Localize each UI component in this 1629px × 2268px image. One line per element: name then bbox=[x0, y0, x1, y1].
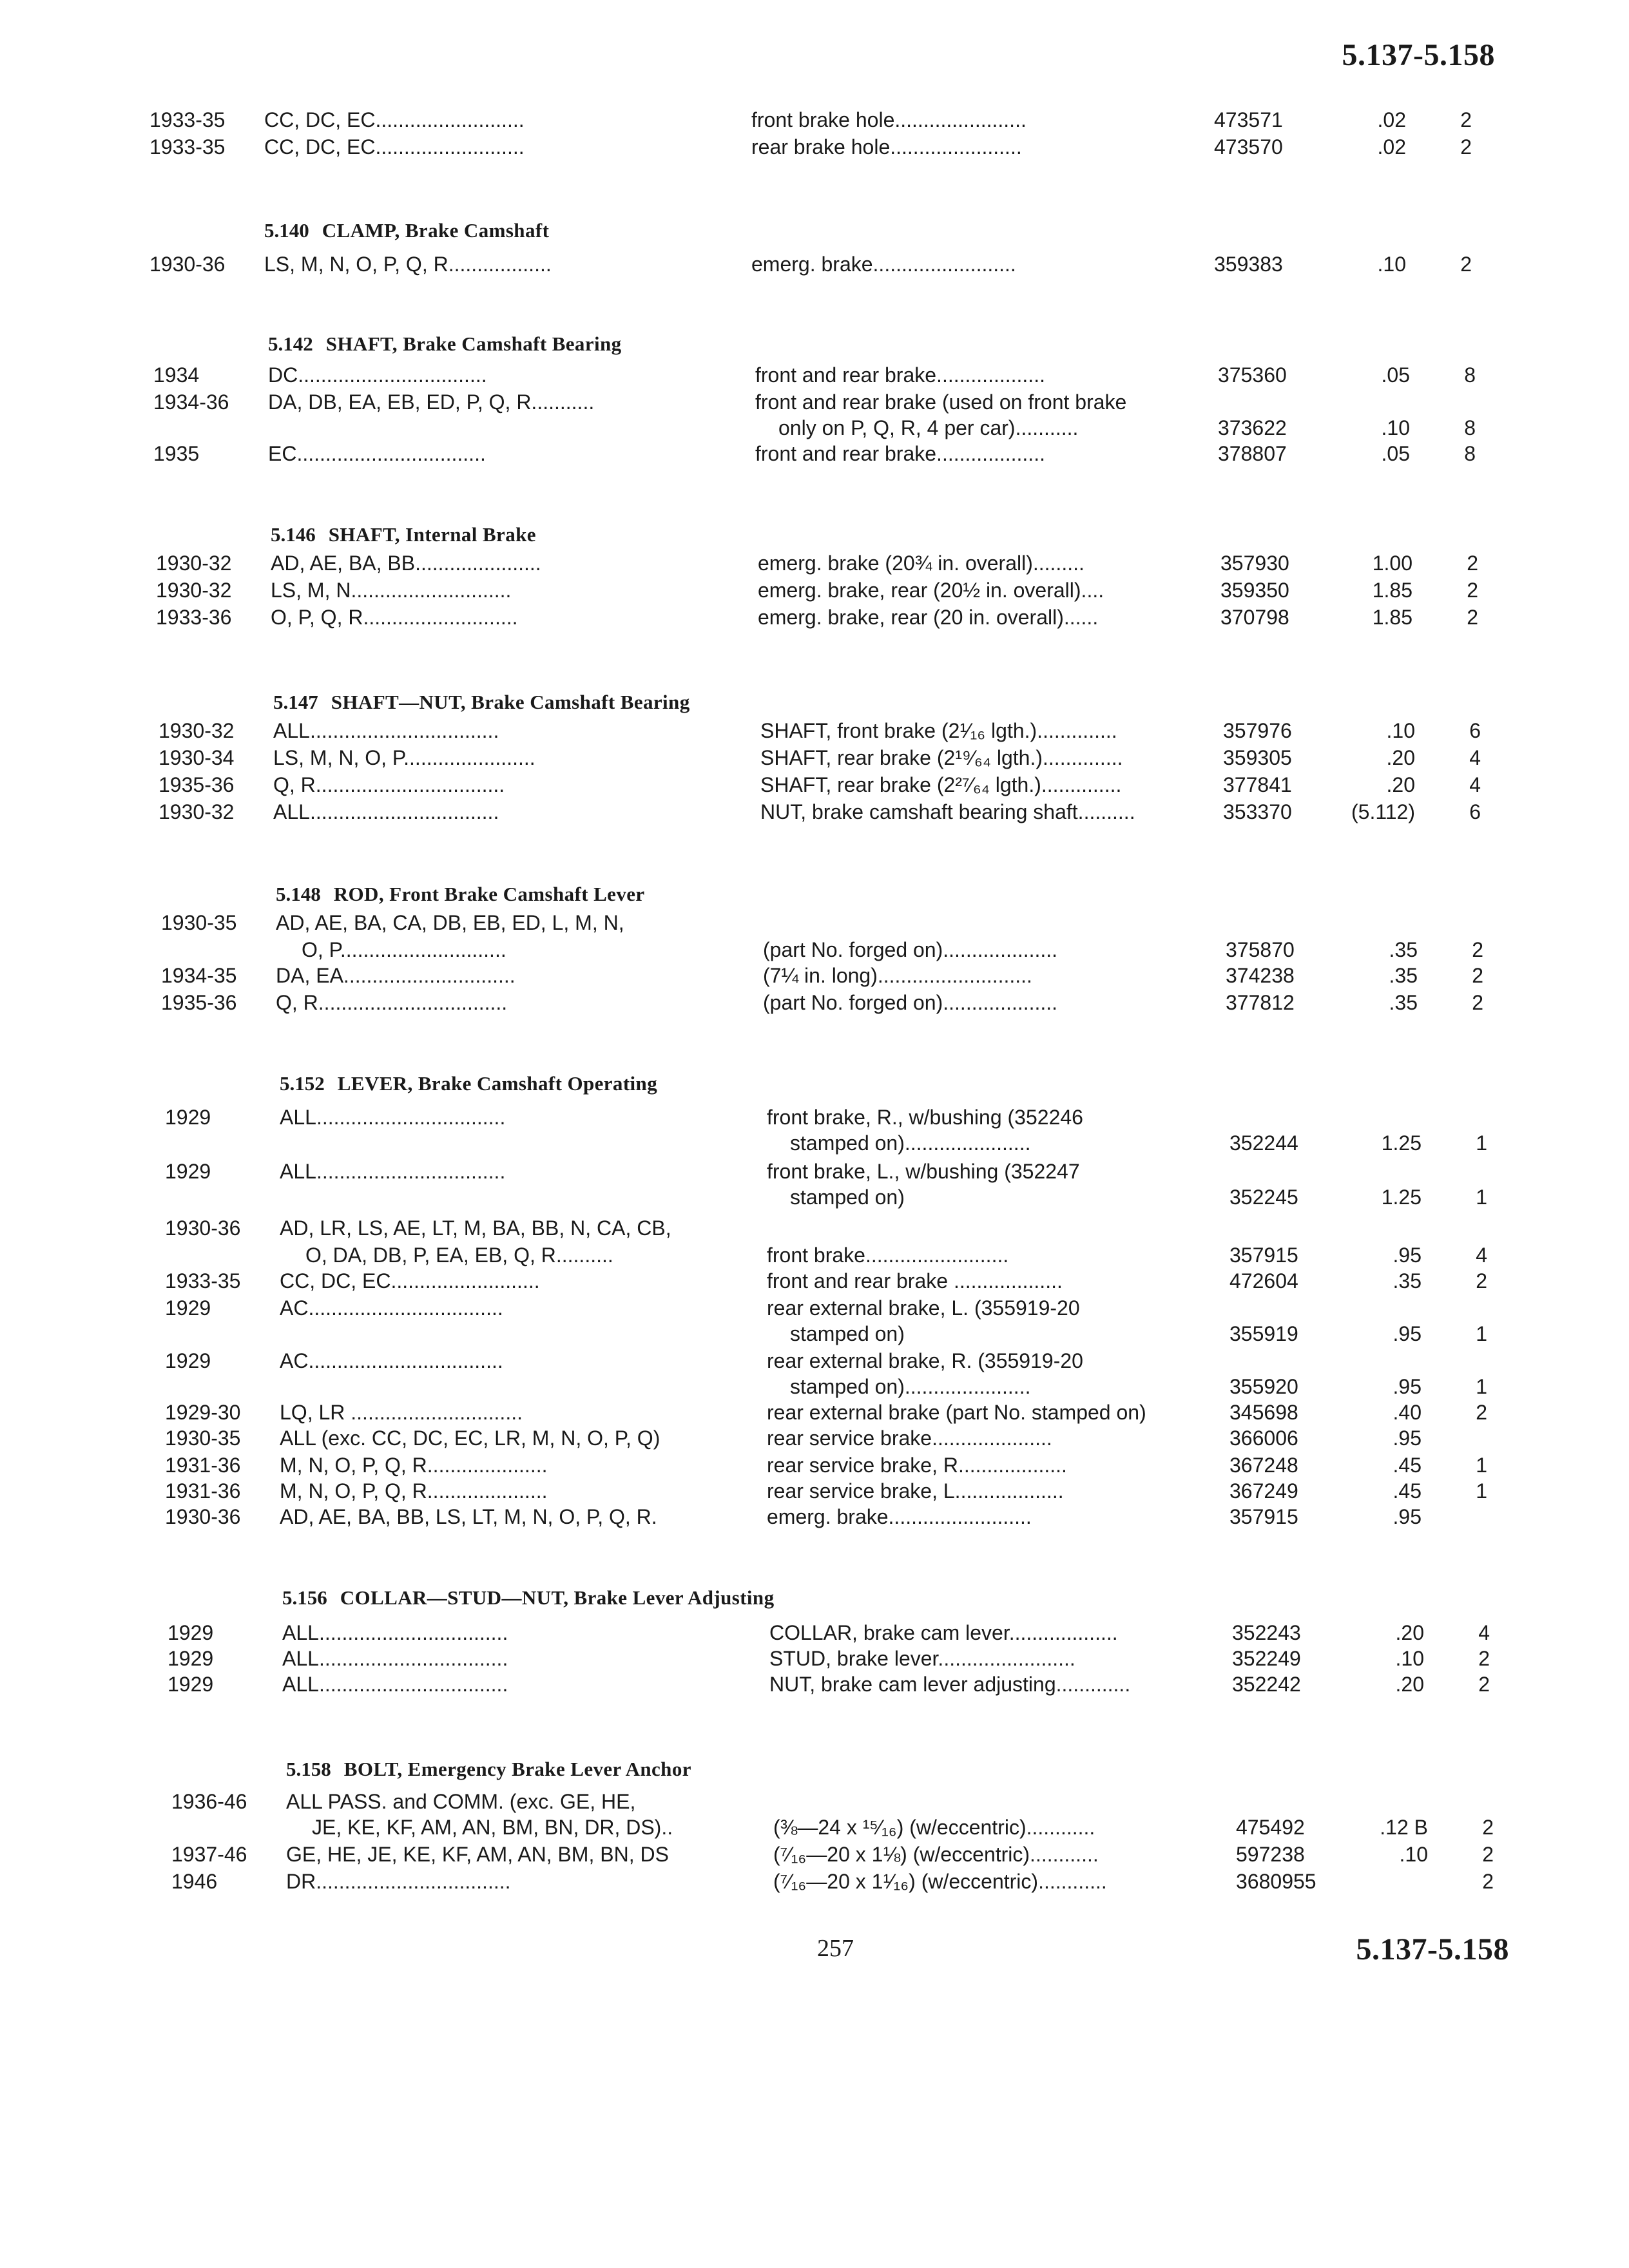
year-range: 1933-35 bbox=[165, 1269, 241, 1293]
parts-row bbox=[0, 550, 1629, 576]
price: .95 bbox=[1393, 1375, 1422, 1398]
parts-row bbox=[0, 441, 1629, 466]
part-description: front and rear brake................... bbox=[755, 442, 1045, 465]
parts-row bbox=[0, 1184, 1629, 1210]
section-number: 5.152 bbox=[280, 1072, 325, 1095]
year-range: 1929 bbox=[165, 1106, 211, 1129]
quantity: 1 bbox=[1476, 1375, 1487, 1398]
part-description: stamped on)...................... bbox=[790, 1375, 1031, 1398]
year-range: 1929 bbox=[168, 1621, 214, 1644]
parts-row bbox=[0, 1104, 1629, 1130]
year-range: 1929 bbox=[165, 1349, 211, 1372]
price: .35 bbox=[1389, 938, 1418, 961]
price: .45 bbox=[1393, 1454, 1422, 1477]
price: .10 bbox=[1377, 253, 1406, 276]
year-range: 1934-35 bbox=[161, 964, 237, 987]
year-range: 1933-35 bbox=[149, 135, 226, 159]
part-description: stamped on)...................... bbox=[790, 1131, 1031, 1155]
quantity: 4 bbox=[1469, 773, 1481, 796]
part-description: emerg. brake......................... bbox=[751, 253, 1016, 276]
parts-row bbox=[0, 415, 1629, 441]
section-number: 5.148 bbox=[276, 883, 321, 905]
model-list: ALL................................. bbox=[280, 1160, 506, 1183]
part-description: COLLAR, brake cam lever................... bbox=[769, 1621, 1118, 1644]
part-description: only on P, Q, R, 4 per car)........... bbox=[778, 416, 1079, 439]
section-title bbox=[271, 523, 536, 546]
part-description: emerg. brake, rear (20 in. overall)...... bbox=[758, 606, 1099, 629]
price: .20 bbox=[1395, 1621, 1424, 1644]
model-list: AD, AE, BA, CA, DB, EB, ED, L, M, N, bbox=[276, 911, 624, 934]
part-number: 370798 bbox=[1220, 606, 1289, 629]
model-list: ALL................................. bbox=[282, 1647, 508, 1670]
section-number: 5.158 bbox=[286, 1758, 331, 1780]
quantity: 8 bbox=[1464, 416, 1476, 439]
part-number: 355920 bbox=[1229, 1375, 1298, 1398]
quantity: 4 bbox=[1478, 1621, 1490, 1644]
part-description: front brake, L., w/bushing (352247 bbox=[767, 1160, 1080, 1183]
model-list: ALL................................. bbox=[282, 1621, 508, 1644]
model-list: CC, DC, EC.......................... bbox=[264, 108, 525, 131]
model-list: Q, R................................. bbox=[276, 991, 508, 1014]
part-number: 359383 bbox=[1214, 253, 1283, 276]
parts-row bbox=[0, 1374, 1629, 1399]
year-range: 1931-36 bbox=[165, 1454, 241, 1477]
part-number: 352245 bbox=[1229, 1186, 1298, 1209]
model-list: O, P, Q, R........................... bbox=[271, 606, 518, 629]
section-title bbox=[268, 332, 622, 356]
part-description: (⁷⁄₁₆—20 x 1¹⁄₁₆) (w/eccentric)............ bbox=[773, 1870, 1107, 1893]
section-name: LEVER, Brake Camshaft Operating bbox=[337, 1072, 658, 1095]
part-number: 352244 bbox=[1229, 1131, 1298, 1155]
parts-row bbox=[0, 1478, 1629, 1504]
part-description: front brake......................... bbox=[767, 1244, 1009, 1267]
price: 1.00 bbox=[1372, 552, 1412, 575]
part-number: 472604 bbox=[1229, 1269, 1298, 1293]
part-number: 375360 bbox=[1218, 363, 1287, 387]
section-title bbox=[280, 1072, 657, 1095]
year-range: 1929 bbox=[165, 1296, 211, 1320]
part-number: 357930 bbox=[1220, 552, 1289, 575]
model-list: AC.................................. bbox=[280, 1296, 503, 1320]
model-list: AD, LR, LS, AE, LT, M, BA, BB, N, CA, CB, bbox=[280, 1216, 671, 1240]
parts-row bbox=[0, 389, 1629, 415]
part-number: 475492 bbox=[1236, 1816, 1305, 1839]
section-number: 5.142 bbox=[268, 332, 313, 355]
price: (5.112) bbox=[1351, 800, 1415, 823]
price: .35 bbox=[1389, 964, 1418, 987]
footer-range: 5.137-5.158 bbox=[1356, 1932, 1509, 1966]
part-number: 597238 bbox=[1236, 1843, 1305, 1866]
quantity: 1 bbox=[1476, 1479, 1487, 1503]
parts-row bbox=[0, 1646, 1629, 1671]
part-description: emerg. brake, rear (20½ in. overall).... bbox=[758, 579, 1104, 602]
section-name: CLAMP, Brake Camshaft bbox=[322, 219, 550, 242]
year-range: 1933-35 bbox=[149, 108, 226, 131]
year-range: 1930-35 bbox=[161, 911, 237, 934]
section-number: 5.156 bbox=[282, 1586, 327, 1609]
price: 1.25 bbox=[1381, 1131, 1422, 1155]
quantity: 2 bbox=[1482, 1870, 1494, 1893]
part-number: 357915 bbox=[1229, 1505, 1298, 1528]
part-description: (⅜—24 x ¹⁵⁄₁₆) (w/eccentric)............ bbox=[773, 1816, 1095, 1839]
model-list: AC.................................. bbox=[280, 1349, 503, 1372]
part-description: stamped on) bbox=[790, 1186, 905, 1209]
parts-row bbox=[0, 1671, 1629, 1697]
model-list: CC, DC, EC.......................... bbox=[264, 135, 525, 159]
year-range: 1930-36 bbox=[165, 1505, 241, 1528]
price: .45 bbox=[1393, 1479, 1422, 1503]
part-number: 473571 bbox=[1214, 108, 1283, 131]
part-number: 375870 bbox=[1226, 938, 1295, 961]
quantity: 2 bbox=[1467, 606, 1478, 629]
part-number: 357976 bbox=[1223, 719, 1292, 742]
part-number: 378807 bbox=[1218, 442, 1287, 465]
price: .02 bbox=[1377, 135, 1406, 159]
section-title bbox=[276, 883, 645, 906]
year-range: 1930-32 bbox=[159, 800, 235, 823]
model-list: AD, AE, BA, BB, LS, LT, M, N, O, P, Q, R. bbox=[280, 1505, 657, 1528]
parts-row bbox=[0, 1321, 1629, 1347]
parts-row bbox=[0, 772, 1629, 798]
price: .35 bbox=[1393, 1269, 1422, 1293]
part-description: rear service brake, L................... bbox=[767, 1479, 1064, 1503]
part-number: 366006 bbox=[1229, 1427, 1298, 1450]
year-range: 1929 bbox=[168, 1647, 214, 1670]
part-description: rear service brake, R................... bbox=[767, 1454, 1067, 1477]
parts-row bbox=[0, 1620, 1629, 1646]
parts-row bbox=[0, 990, 1629, 1015]
quantity: 2 bbox=[1460, 135, 1472, 159]
part-number: 3680955 bbox=[1236, 1870, 1316, 1893]
year-range: 1930-32 bbox=[156, 552, 232, 575]
price: .95 bbox=[1393, 1322, 1422, 1345]
model-list: M, N, O, P, Q, R..................... bbox=[280, 1454, 548, 1477]
part-description: SHAFT, rear brake (2²⁷⁄₆₄ lgth.).............. bbox=[760, 773, 1122, 796]
year-range: 1933-36 bbox=[156, 606, 232, 629]
price: .35 bbox=[1389, 991, 1418, 1014]
parts-row bbox=[0, 107, 1629, 133]
part-number: 352243 bbox=[1232, 1621, 1301, 1644]
parts-row bbox=[0, 577, 1629, 603]
model-list: LS, M, N, O, P....................... bbox=[273, 746, 535, 769]
parts-row bbox=[0, 1158, 1629, 1184]
model-list: ALL (exc. CC, DC, EC, LR, M, N, O, P, Q) bbox=[280, 1427, 660, 1450]
quantity: 1 bbox=[1476, 1131, 1487, 1155]
part-description: rear brake hole....................... bbox=[751, 135, 1022, 159]
part-description: front and rear brake................... bbox=[755, 363, 1045, 387]
quantity: 2 bbox=[1460, 108, 1472, 131]
model-list: AD, AE, BA, BB...................... bbox=[271, 552, 541, 575]
part-number: 377812 bbox=[1226, 991, 1295, 1014]
year-range: 1929-30 bbox=[165, 1401, 241, 1424]
part-description: NUT, brake camshaft bearing shaft.......... bbox=[760, 800, 1135, 823]
price: .20 bbox=[1386, 773, 1415, 796]
quantity: 4 bbox=[1469, 746, 1481, 769]
year-range: 1929 bbox=[165, 1160, 211, 1183]
quantity: 8 bbox=[1464, 442, 1476, 465]
part-description: front and rear brake ................... bbox=[767, 1269, 1063, 1293]
price: .05 bbox=[1381, 363, 1410, 387]
parts-row bbox=[0, 1814, 1629, 1840]
parts-row bbox=[0, 1348, 1629, 1374]
year-range: 1935-36 bbox=[159, 773, 235, 796]
parts-row bbox=[0, 1452, 1629, 1478]
quantity: 2 bbox=[1472, 938, 1483, 961]
part-description: stamped on) bbox=[790, 1322, 905, 1345]
quantity: 1 bbox=[1476, 1322, 1487, 1345]
year-range: 1935 bbox=[153, 442, 200, 465]
model-list: O, DA, DB, P, EA, EB, Q, R.......... bbox=[305, 1244, 613, 1267]
part-number: 355919 bbox=[1229, 1322, 1298, 1345]
model-list: GE, HE, JE, KE, KF, AM, AN, BM, BN, DS bbox=[286, 1843, 669, 1866]
parts-row bbox=[0, 963, 1629, 988]
part-description: rear external brake (part No. stamped on) bbox=[767, 1401, 1146, 1424]
year-range: 1946 bbox=[171, 1870, 218, 1893]
header-range: 5.137-5.158 bbox=[1342, 38, 1495, 72]
price: 1.85 bbox=[1372, 579, 1412, 602]
part-description: STUD, brake lever........................ bbox=[769, 1647, 1075, 1670]
parts-row bbox=[0, 1399, 1629, 1425]
part-description: (7¼ in. long)........................... bbox=[763, 964, 1032, 987]
parts-row bbox=[0, 1869, 1629, 1894]
part-description: (part No. forged on).................... bbox=[763, 991, 1058, 1014]
price: .02 bbox=[1377, 108, 1406, 131]
part-description: front and rear brake (used on front brake bbox=[755, 390, 1127, 414]
price: .95 bbox=[1393, 1505, 1422, 1528]
model-list: O, P............................. bbox=[302, 938, 506, 961]
model-list: M, N, O, P, Q, R..................... bbox=[280, 1479, 548, 1503]
price: .10 bbox=[1381, 416, 1410, 439]
part-description: (⁷⁄₁₆—20 x 1⅛) (w/eccentric)............ bbox=[773, 1843, 1099, 1866]
section-title bbox=[286, 1758, 691, 1781]
parts-row bbox=[0, 718, 1629, 744]
part-number: 473570 bbox=[1214, 135, 1283, 159]
model-list: Q, R................................. bbox=[273, 773, 505, 796]
model-list: JE, KE, KF, AM, AN, BM, BN, DR, DS).. bbox=[312, 1816, 673, 1839]
year-range: 1934 bbox=[153, 363, 200, 387]
parts-row bbox=[0, 1841, 1629, 1867]
price: .10 bbox=[1395, 1647, 1424, 1670]
quantity: 2 bbox=[1478, 1647, 1490, 1670]
price: .10 bbox=[1399, 1843, 1428, 1866]
quantity: 2 bbox=[1467, 552, 1478, 575]
section-name: SHAFT, Internal Brake bbox=[328, 523, 536, 546]
price: .95 bbox=[1393, 1244, 1422, 1267]
model-list: LS, M, N, O, P, Q, R.................. bbox=[264, 253, 552, 276]
part-number: 377841 bbox=[1223, 773, 1292, 796]
part-number: 367248 bbox=[1229, 1454, 1298, 1477]
parts-row bbox=[0, 604, 1629, 630]
parts-row bbox=[0, 1215, 1629, 1241]
price: .40 bbox=[1393, 1401, 1422, 1424]
year-range: 1931-36 bbox=[165, 1479, 241, 1503]
section-number: 5.146 bbox=[271, 523, 316, 546]
part-description: emerg. brake (20¾ in. overall)......... bbox=[758, 552, 1084, 575]
model-list: CC, DC, EC.......................... bbox=[280, 1269, 540, 1293]
price: .05 bbox=[1381, 442, 1410, 465]
section-number: 5.140 bbox=[264, 219, 309, 242]
year-range: 1930-36 bbox=[149, 253, 226, 276]
part-description: rear service brake..................... bbox=[767, 1427, 1052, 1450]
parts-row bbox=[0, 1504, 1629, 1530]
parts-row bbox=[0, 745, 1629, 771]
model-list: ALL................................. bbox=[280, 1106, 506, 1129]
quantity: 8 bbox=[1464, 363, 1476, 387]
parts-row bbox=[0, 910, 1629, 936]
parts-row bbox=[0, 937, 1629, 963]
model-list: DR.................................. bbox=[286, 1870, 511, 1893]
quantity: 2 bbox=[1472, 991, 1483, 1014]
quantity: 6 bbox=[1469, 800, 1481, 823]
part-number: 352242 bbox=[1232, 1673, 1301, 1696]
model-list: DC................................. bbox=[268, 363, 487, 387]
quantity: 1 bbox=[1476, 1454, 1487, 1477]
quantity: 2 bbox=[1460, 253, 1472, 276]
parts-row bbox=[0, 799, 1629, 825]
year-range: 1930-34 bbox=[159, 746, 235, 769]
year-range: 1930-32 bbox=[156, 579, 232, 602]
quantity: 2 bbox=[1482, 1816, 1494, 1839]
parts-row bbox=[0, 1242, 1629, 1268]
price: .95 bbox=[1393, 1427, 1422, 1450]
year-range: 1935-36 bbox=[161, 991, 237, 1014]
price: .20 bbox=[1395, 1673, 1424, 1696]
part-number: 374238 bbox=[1226, 964, 1295, 987]
part-description: NUT, brake cam lever adjusting............. bbox=[769, 1673, 1131, 1696]
page-number: 257 bbox=[817, 1935, 854, 1962]
model-list: DA, EA.............................. bbox=[276, 964, 516, 987]
part-number: 345698 bbox=[1229, 1401, 1298, 1424]
section-number: 5.147 bbox=[273, 691, 318, 713]
section-title bbox=[273, 691, 690, 714]
quantity: 1 bbox=[1476, 1186, 1487, 1209]
part-description: rear external brake, R. (355919-20 bbox=[767, 1349, 1083, 1372]
section-title bbox=[264, 219, 549, 242]
quantity: 2 bbox=[1467, 579, 1478, 602]
year-range: 1934-36 bbox=[153, 390, 229, 414]
part-description: emerg. brake......................... bbox=[767, 1505, 1032, 1528]
quantity: 2 bbox=[1476, 1401, 1487, 1424]
price: 1.85 bbox=[1372, 606, 1412, 629]
parts-row bbox=[0, 1425, 1629, 1451]
year-range: 1930-35 bbox=[165, 1427, 241, 1450]
price: 1.25 bbox=[1381, 1186, 1422, 1209]
year-range: 1936-46 bbox=[171, 1790, 247, 1813]
part-number: 367249 bbox=[1229, 1479, 1298, 1503]
part-number: 359305 bbox=[1223, 746, 1292, 769]
quantity: 6 bbox=[1469, 719, 1481, 742]
part-description: front brake, R., w/bushing (352246 bbox=[767, 1106, 1083, 1129]
parts-row bbox=[0, 1789, 1629, 1814]
parts-row bbox=[0, 1295, 1629, 1321]
model-list: ALL................................. bbox=[282, 1673, 508, 1696]
parts-row bbox=[0, 251, 1629, 277]
part-description: SHAFT, rear brake (2¹⁹⁄₆₄ lgth.).............. bbox=[760, 746, 1123, 769]
section-name: COLLAR—STUD—NUT, Brake Lever Adjusting bbox=[340, 1586, 775, 1609]
price: .20 bbox=[1386, 746, 1415, 769]
section-name: ROD, Front Brake Camshaft Lever bbox=[333, 883, 645, 905]
part-description: rear external brake, L. (355919-20 bbox=[767, 1296, 1080, 1320]
model-list: LS, M, N............................ bbox=[271, 579, 512, 602]
section-name: BOLT, Emergency Brake Lever Anchor bbox=[343, 1758, 691, 1780]
part-description: front brake hole....................... bbox=[751, 108, 1027, 131]
model-list: ALL................................. bbox=[273, 719, 499, 742]
year-range: 1937-46 bbox=[171, 1843, 247, 1866]
part-description: (part No. forged on).................... bbox=[763, 938, 1058, 961]
model-list: ALL................................. bbox=[273, 800, 499, 823]
quantity: 2 bbox=[1472, 964, 1483, 987]
parts-row bbox=[0, 1130, 1629, 1156]
year-range: 1929 bbox=[168, 1673, 214, 1696]
section-name: SHAFT—NUT, Brake Camshaft Bearing bbox=[331, 691, 690, 713]
quantity: 2 bbox=[1476, 1269, 1487, 1293]
part-description: SHAFT, front brake (2¹⁄₁₆ lgth.).............. bbox=[760, 719, 1117, 742]
section-title bbox=[282, 1586, 774, 1610]
model-list: EC................................. bbox=[268, 442, 486, 465]
part-number: 353370 bbox=[1223, 800, 1292, 823]
part-number: 357915 bbox=[1229, 1244, 1298, 1267]
model-list: DA, DB, EA, EB, ED, P, Q, R........... bbox=[268, 390, 595, 414]
price: .10 bbox=[1386, 719, 1415, 742]
part-number: 373622 bbox=[1218, 416, 1287, 439]
parts-row bbox=[0, 134, 1629, 160]
model-list: LQ, LR .............................. bbox=[280, 1401, 523, 1424]
model-list: ALL PASS. and COMM. (exc. GE, HE, bbox=[286, 1790, 636, 1813]
parts-row bbox=[0, 1268, 1629, 1294]
part-number: 359350 bbox=[1220, 579, 1289, 602]
price: .12 B bbox=[1380, 1816, 1428, 1839]
year-range: 1930-32 bbox=[159, 719, 235, 742]
quantity: 2 bbox=[1482, 1843, 1494, 1866]
quantity: 2 bbox=[1478, 1673, 1490, 1696]
part-number: 352249 bbox=[1232, 1647, 1301, 1670]
quantity: 4 bbox=[1476, 1244, 1487, 1267]
parts-row bbox=[0, 362, 1629, 388]
year-range: 1930-36 bbox=[165, 1216, 241, 1240]
section-name: SHAFT, Brake Camshaft Bearing bbox=[325, 332, 622, 355]
